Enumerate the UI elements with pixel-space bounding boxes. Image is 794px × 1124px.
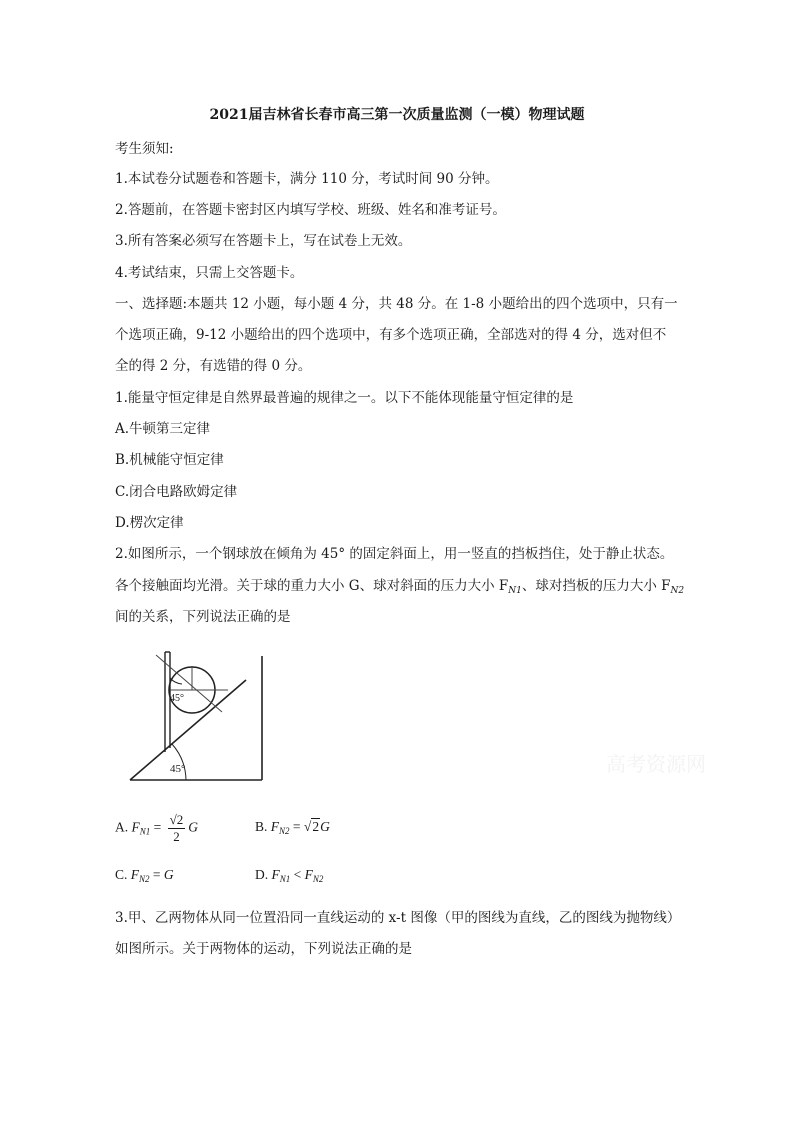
bottom-angle-label: 45° bbox=[170, 763, 186, 775]
notice-item: 4.考试结束，只需上交答题卡。 bbox=[115, 265, 304, 281]
q2-option-b: B. $F_{N2} = √2G$ bbox=[255, 819, 330, 836]
fraction: $\frac{√2}{2}$ bbox=[169, 812, 184, 844]
section-intro-line: 一、选择题:本题共 12 小题，每小题 4 分，共 48 分。在 1-8 小题给出的四个选项中，只有一 bbox=[115, 296, 678, 312]
notice-item: 1.本试卷分试题卷和答题卡，满分 110 分，考试时间 90 分钟。 bbox=[115, 171, 499, 187]
watermark: 高考资源网 bbox=[606, 752, 706, 776]
incline-diagram bbox=[126, 648, 271, 786]
q1-option-d: D.楞次定律 bbox=[115, 515, 184, 531]
notice-item: 2.答题前，在答题卡密封区内填写学校、班级、姓名和准考证号。 bbox=[115, 202, 506, 218]
q2-stem-line: 间的关系，下列说法正确的是 bbox=[115, 609, 291, 625]
incline-line bbox=[130, 680, 246, 780]
q2-option-a: A. $F_{N1}$ = $\frac{√2}{2}$ G bbox=[115, 812, 199, 844]
q3-stem-line: 如图所示。关于两物体的运动，下列说法正确的是 bbox=[115, 941, 412, 957]
q2-stem-line: 2.如图所示，一个钢球放在倾角为 45° 的固定斜面上，用一竖直的挡板挡住，处于静止状态。 bbox=[115, 546, 674, 562]
q1-option-c: C.闭合电路欧姆定律 bbox=[115, 484, 238, 500]
page-title: 2021届吉林省长春市高三第一次质量监测（一模）物理试题 bbox=[209, 107, 585, 123]
notice-heading: 考生须知: bbox=[115, 141, 174, 157]
notice-item: 3.所有答案必须写在答题卡上，写在试卷上无效。 bbox=[115, 233, 412, 249]
section-intro-line: 个选项正确，9-12 小题给出的四个选项中，有多个选项正确，全部选对的得 4 分，选对但不 bbox=[115, 327, 667, 343]
square-root: √2 bbox=[303, 819, 320, 834]
q1-option-a: A.牛顿第三定律 bbox=[115, 421, 211, 437]
q3-stem-line: 3.甲、乙两物体从同一位置沿同一直线运动的 x-t 图像（甲的图线为直线，乙的图线为抛物线） bbox=[115, 910, 681, 926]
q2-option-d: D. $F_{N1} < F_{N2}$ bbox=[255, 867, 324, 884]
q1-stem: 1.能量守恒定律是自然界最普遍的规律之一。以下不能体现能量守恒定律的是 bbox=[115, 390, 574, 406]
q2-option-c: C. $F_{N2} = G$ bbox=[115, 867, 174, 884]
normal-line bbox=[156, 655, 222, 712]
top-angle-label: 45° bbox=[170, 693, 184, 704]
section-intro-line: 全的得 2 分，有选错的得 0 分。 bbox=[115, 358, 312, 374]
q2-stem-line: 各个接触面均光滑。关于球的重力大小 G、球对斜面的压力大小 $F_{N1}$、球对挡板的压力大小 $F_{N2}$ bbox=[115, 578, 685, 596]
q1-option-b: B.机械能守恒定律 bbox=[115, 452, 224, 468]
